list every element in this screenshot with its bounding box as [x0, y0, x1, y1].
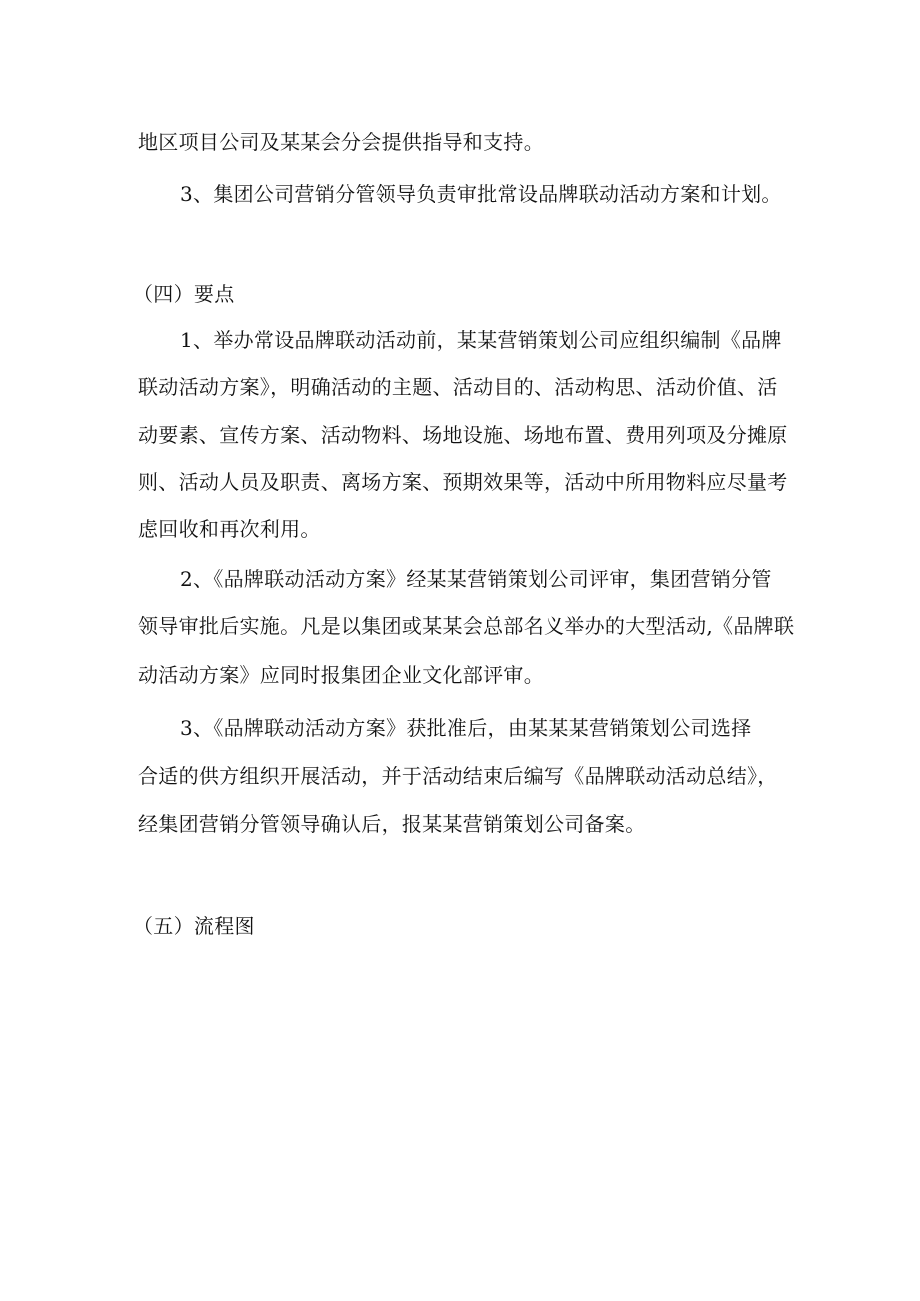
paragraph-line: 经集团营销分管领导确认后，报某某营销策划公司备案。 — [138, 812, 646, 836]
paragraph-line: 动活动方案》应同时报集团企业文化部评审。 — [138, 663, 544, 687]
paragraph-line: 动要素、宣传方案、活动物料、场地设施、场地布置、费用列项及分摊原 — [138, 423, 788, 447]
paragraph-line: 3、集团公司营销分管领导负责审批常设品牌联动活动方案和计划。 — [180, 182, 782, 206]
paragraph-line: 1、举办常设品牌联动活动前，某某营销策划公司应组织编制《品牌 — [180, 328, 782, 352]
paragraph-line: 领导审批后实施。凡是以集团或某某会总部名义举办的大型活动,《品牌联 — [138, 614, 795, 638]
paragraph-line: 虑回收和再次利用。 — [138, 517, 321, 541]
paragraph-line: 合适的供方组织开展活动，并于活动结束后编写《品牌联动活动总结》， — [138, 764, 778, 788]
paragraph-line: 则、活动人员及职责、离场方案、预期效果等，活动中所用物料应尽量考 — [138, 470, 788, 494]
paragraph-line: 3、《品牌联动活动方案》获批准后，由某某某营销策划公司选择 — [180, 716, 752, 740]
paragraph-line: 地区项目公司及某某会分会提供指导和支持。 — [138, 130, 544, 154]
paragraph-line: 联动活动方案》，明确活动的主题、活动目的、活动构思、活动价值、活 — [138, 375, 778, 399]
section-heading: （五）流程图 — [133, 914, 255, 938]
paragraph-line: 2、《品牌联动活动方案》经某某营销策划公司评审，集团营销分管 — [180, 567, 772, 591]
section-heading: （四）要点 — [133, 282, 235, 306]
